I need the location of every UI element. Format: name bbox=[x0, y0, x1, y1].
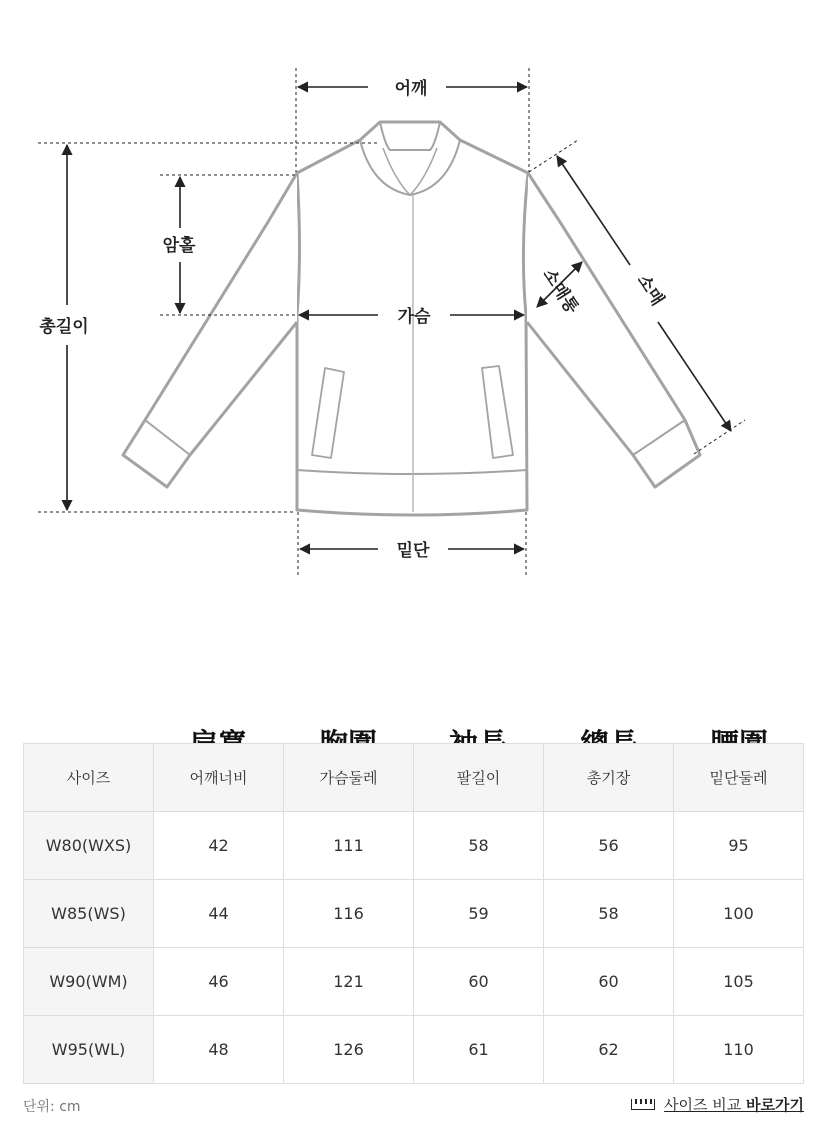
size-cell: W90(WM) bbox=[24, 948, 154, 1016]
table-cell: 111 bbox=[284, 812, 414, 880]
table-row bbox=[24, 1016, 804, 1084]
table-cell: 116 bbox=[284, 880, 414, 948]
size-cell: W80(WXS) bbox=[24, 812, 154, 880]
table-cell: 62 bbox=[544, 1016, 674, 1084]
column-header-chest: 가슴둘레 bbox=[284, 744, 414, 812]
size-cell: W85(WS) bbox=[24, 880, 154, 948]
table-cell: 126 bbox=[284, 1016, 414, 1084]
chest-label: 가슴 bbox=[397, 307, 431, 327]
column-header-length: 총기장 bbox=[544, 744, 674, 812]
unit-note: 단위: cm bbox=[23, 1099, 81, 1115]
table-cell: 58 bbox=[544, 880, 674, 948]
sleeve-label: 소매 bbox=[632, 271, 668, 310]
size-compare-link-text[interactable]: 사이즈 비교 바로가기 bbox=[664, 1096, 804, 1114]
column-header-shoulder: 어깨너비 bbox=[154, 744, 284, 812]
table-cell: 110 bbox=[674, 1016, 804, 1084]
table-cell: 61 bbox=[414, 1016, 544, 1084]
table-row bbox=[24, 812, 804, 880]
table-cell: 100 bbox=[674, 880, 804, 948]
column-header-size: 사이즈 bbox=[24, 744, 154, 812]
table-cell: 105 bbox=[674, 948, 804, 1016]
table-cell: 58 bbox=[414, 812, 544, 880]
table-cell: 59 bbox=[414, 880, 544, 948]
table-cell: 121 bbox=[284, 948, 414, 1016]
table-cell: 95 bbox=[674, 812, 804, 880]
table-cell: 48 bbox=[154, 1016, 284, 1084]
table-cell: 60 bbox=[544, 948, 674, 1016]
table-cell: 60 bbox=[414, 948, 544, 1016]
size-compare-link[interactable] bbox=[631, 1094, 804, 1115]
column-header-hem: 밑단둘레 bbox=[674, 744, 804, 812]
table-header-row bbox=[24, 744, 804, 812]
armhole-label: 암홀 bbox=[162, 236, 196, 256]
table-cell: 44 bbox=[154, 880, 284, 948]
table-cell: 56 bbox=[544, 812, 674, 880]
table-cell: 46 bbox=[154, 948, 284, 1016]
total-length-label: 총길이 bbox=[39, 317, 89, 337]
sleeve-width-label: 소매통 bbox=[538, 265, 583, 318]
table-row bbox=[24, 880, 804, 948]
column-header-sleeve: 팔길이 bbox=[414, 744, 544, 812]
table-row bbox=[24, 948, 804, 1016]
hem-label: 밑단 bbox=[396, 541, 430, 561]
size-table bbox=[23, 743, 804, 1084]
table-cell: 42 bbox=[154, 812, 284, 880]
shoulder-label: 어깨 bbox=[394, 79, 428, 99]
size-cell: W95(WL) bbox=[24, 1016, 154, 1084]
ruler-icon bbox=[631, 1099, 655, 1110]
